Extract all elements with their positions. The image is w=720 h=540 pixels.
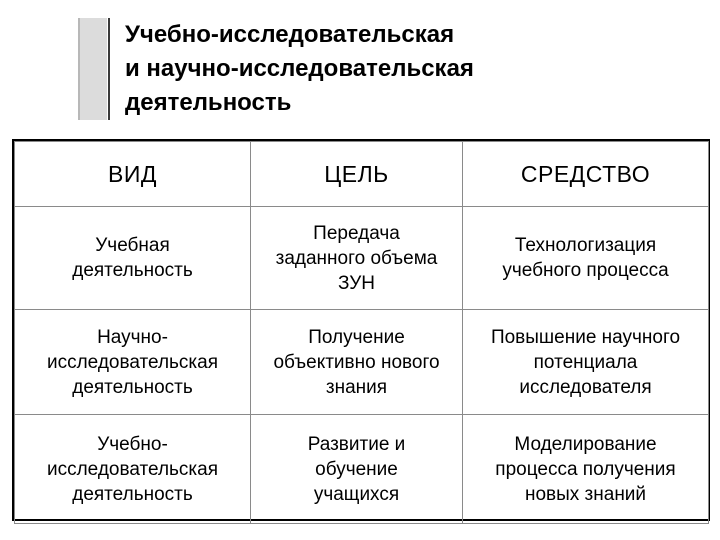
cell-text: Учебная деятельность — [72, 235, 193, 281]
activity-table-frame — [12, 139, 710, 521]
table-cell — [15, 207, 251, 310]
header-goal: ЦЕЛЬ — [251, 142, 463, 207]
header-kind: ВИД — [15, 142, 251, 207]
table-header-row — [15, 142, 709, 207]
cell-text: Научно- исследовательская деятельность — [46, 326, 219, 398]
cell-text: Развитие и обучение учащихся — [307, 433, 406, 505]
cell-text: Учебно- исследовательская деятельность — [46, 433, 219, 505]
table-cell — [251, 207, 463, 310]
title-line-2: и научно-исследовательская — [125, 55, 474, 82]
table-cell — [463, 415, 709, 524]
table-row — [15, 207, 709, 310]
table-cell — [251, 415, 463, 524]
table-cell — [463, 207, 709, 310]
decorative-accent-bar — [78, 18, 107, 120]
table-cell — [251, 310, 463, 415]
header-means: СРЕДСТВО — [463, 142, 709, 207]
table-cell — [15, 415, 251, 524]
cell-text: Передача заданного объема ЗУН — [275, 222, 438, 294]
table-cell — [463, 310, 709, 415]
title-line-3: деятельность — [125, 89, 292, 116]
cell-text: Моделирование процесса получения новых знаний — [495, 433, 676, 505]
table-row — [15, 310, 709, 415]
title-line-1: Учебно-исследовательская — [125, 21, 455, 48]
decorative-accent-line — [108, 18, 110, 120]
table-row — [15, 415, 709, 524]
cell-text: Повышение научного потенциала исследователя — [490, 326, 681, 398]
cell-text: Получение объективно нового знания — [273, 326, 440, 398]
table-cell — [15, 310, 251, 415]
activity-table — [14, 141, 709, 524]
cell-text: Технологизация учебного процесса — [502, 235, 669, 281]
slide-title — [125, 18, 685, 120]
